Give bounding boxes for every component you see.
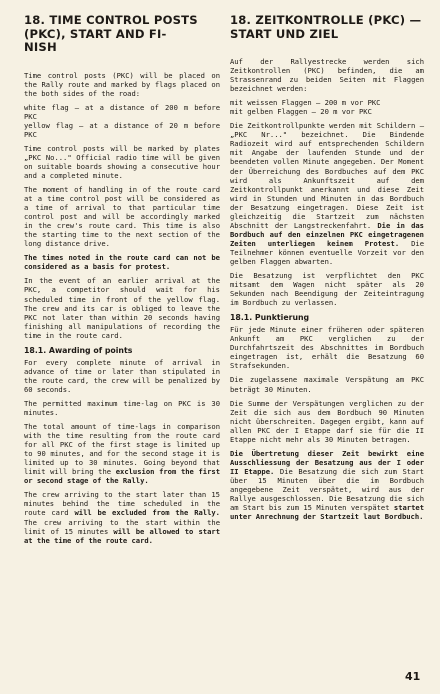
bold-text: will be allowed to start at the time of the route card. [24, 526, 220, 545]
paragraph: The permitted maximum time-lag on PKC is 30 minutes. [24, 398, 220, 417]
paragraph: For every complete minute of arrival in advance of time or later than stipulated in the route card, the crew will be penalized by 60 seconds. [24, 357, 220, 394]
paragraph: Time control posts will be marked by plates „PKC No..." Official radio time will be given on suitable boards showing a consecutive hour and a completed minute. [24, 143, 220, 180]
paragraph: In the event of an earlier arrival at the PKC, a competitor should wait for his scheduled time in front of the yellow flag. The crew and its car is obliged to leave the PKC not later than within 20 seconds having finishing all manipulations of recording the time in the route card. [24, 276, 220, 340]
bold-paragraph [24, 253, 220, 271]
page-number: 41 [405, 670, 421, 683]
german-column [230, 14, 424, 526]
bold-text: exclusion from the first or second stage of the Rally. [24, 467, 220, 486]
paragraph [24, 422, 220, 485]
paragraph [24, 490, 220, 544]
paragraph: Für jede Minute einer früheren oder späteren Ankunft am PKC verglichen zu der Durchfahrtszeit des Abschnittes im Bordbuch eingetragen ist, erhält die Besatzung 60 Strafsekunden. [230, 325, 424, 371]
paragraph [230, 121, 424, 266]
subheading-awarding-points: 18.1. Awarding of points [24, 345, 133, 355]
paragraph: Die Besatzung ist verpflichtet den PKC mitsamt dem Wagen nicht später als 20 Sekunden nach Beendigung der Zeiteintragung im Bordbuch zu verlassen. [230, 271, 424, 308]
paragraph: Time control posts (PKC) will be placed on the Rally route and marked by flags placed on the both sides of the road: [24, 70, 220, 98]
flag-yellow-line: yellow flag — at a distance of 20 m before PKC [24, 120, 220, 139]
section-heading-de: 18. ZEITKONTROLLE (PKC) — START UND ZIEL [230, 13, 422, 41]
bold-text: Die Übertretung dieser Zeit bewirkt eine Ausschliessung der Besatzung aus der I oder II Etappe. [230, 448, 424, 476]
paragraph: Auf der Rallyestrecke werden sich Zeitkontrollen (PKC) befinden, die am Strassenrand zu beiden Seiten mit Flaggen bezeichnet werden: [230, 57, 424, 94]
text: The crew arriving to the start within the limit of 15 minutes [24, 517, 220, 536]
text: Die Teilnehmer können eventuelle Vorzeit vor den gelben Flaggen abwarten. [230, 238, 424, 266]
text: Die Zeitkontrollpunkte werden mit Schildern — „PKC Nr..." bezeichnet. Die Bindende Radiozeit wird auf entsprechenden Schildern mit Angabe der laufenden Stunde und der beendeten vollen Minute angegeben. Der Moment der Überreichung des Bordbuches auf dem PKC wird als Ankunftszeit auf dem Zeitkontrollpunkt anerkannt und diese Zeit wird in Stunden und Minuten in das Bordbuch der Besatzung eingetragen. Diese Zeit ist gleichzeitig die Startzeit zum nächsten Abschnitt der Langstreckenfahrt. [230, 121, 424, 230]
bold-text: startet unter Anrechnung der Startzeit laut Bordbuch. [230, 503, 424, 522]
bold-text: Die in das Bordbuch auf den einzelnen PKC eingetragenen Zeiten unterliegen keinem Protest. [230, 220, 424, 248]
subheading-punktierung: 18.1. Punktierung [230, 313, 310, 323]
flag-white-line: mit weissen Flaggen — 200 m vor PKC [230, 98, 381, 108]
flag-white-line: white flag — at a distance of 200 m before PKC [24, 102, 220, 121]
text: The crew arriving to the start later than 15 minutes behind the time scheduled in the route card [24, 490, 220, 518]
paragraph [230, 449, 424, 521]
text: The total amount of time-lags in comparison with the time resulting from the route card for all PKC of the first stage is limited up to 90 minutes, and for the second stage it is limited up to 30 minutes. Going beyond that limit will bring the [24, 422, 220, 477]
flag-yellow-line: mit gelben Flaggen — 20 m vor PKC [230, 107, 372, 117]
paragraph: Die Summe der Verspätungen verglichen zu der Zeit die sich aus dem Bordbuch 90 Minuten nicht überschreiten. Dagegen ergibt, kann auf allen PKC der I Etappe darf sie für die II Etappe nicht mehr als 30 Minuten betragen. [230, 398, 424, 444]
text: Die Besatzung die sich zum Start über 15 Minuten über die im Bordbuch angegebene Zeit verspätet, wird aus der Rallye ausgeschlossen. Die Besatzung die sich am Start bis zum 15 Minuten verspätet [230, 466, 424, 513]
paragraph: Die zugelassene maximale Verspätung am PKC beträgt 30 Minuten. [230, 375, 424, 394]
section-heading-en: 18. TIME CONTROL POSTS (PKC), START AND FI- NISH [24, 13, 198, 54]
bold-text: will be excluded from the Rally. [74, 508, 220, 518]
english-column [24, 14, 220, 550]
paragraph: The moment of handling in of the route card at a time control post will be considered as a time of arrival to that particular time control post and will be accordingly marked in the crew's route card. This time is also the starting time to the next section of the long distance drive. [24, 185, 220, 249]
bold-text: The times noted in the route card can not be considered as a basis for protest. [24, 253, 220, 272]
